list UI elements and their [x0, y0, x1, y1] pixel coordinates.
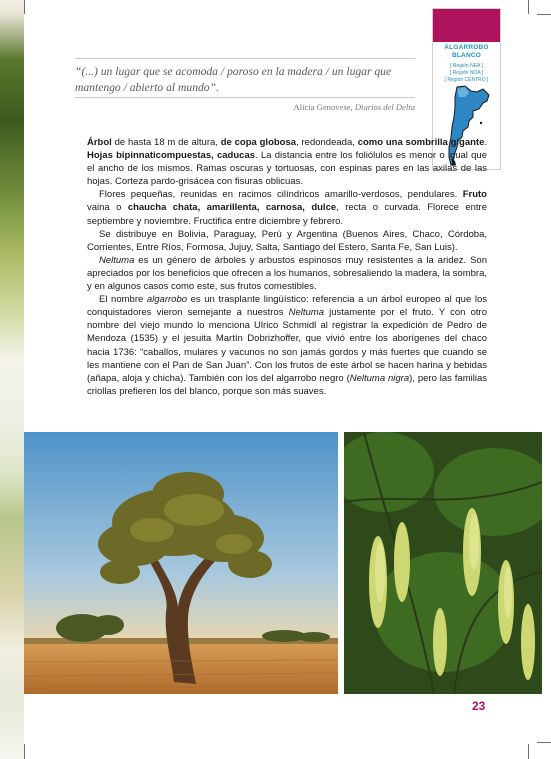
text-bold: Árbol: [87, 137, 112, 148]
paragraph-flowers: [87, 188, 487, 227]
quote-attribution: [294, 102, 416, 112]
text-bold: de copa globosa: [220, 137, 297, 148]
text: ), pero las familias criollas prefieren los del blanco, porque son más suaves.: [87, 372, 487, 397]
region-item: [ Región NOA ]: [449, 70, 484, 76]
region-item: [ Región CENTRO ]: [444, 77, 489, 83]
text-italic: algarrobo: [146, 294, 188, 306]
crop-mark-top-left: [24, 0, 25, 14]
text: es un género de árboles y arbustos espinosos muy resistentes a la aridez. Son apreciados por los beneficios que ofrecen a los humanos, sobresaliendo la madera, la sombra, y en algunos casos como este, sus frutos comestibles.: [87, 254, 487, 293]
text: . La distancia entre los foliólulos es menor o igual que el ancho de los mismos. Ramas oscuras y tortuosas, con espinas pares en las axilas de las hojas. Corteza pardo-grisácea con fisuras oblicuas.: [87, 150, 487, 188]
tree-landscape-photo: [24, 432, 338, 694]
quote-author: Alicia Genovese,: [293, 102, 353, 112]
species-tab-title: [433, 44, 500, 60]
region-list: [433, 63, 500, 84]
text: es un trasplante lingüístico: referencia a un árbol europeo al que los conquistadores vieron semejante a nuestros: [87, 294, 487, 319]
crop-mark-top-right: [528, 0, 529, 14]
crop-mark-bottom-right: [528, 744, 529, 759]
epigraph-quote: “(...) un lugar que se acomoda / poroso en la madera / un lugar que mantengo / abierto al mundo”.: [75, 65, 392, 94]
paragraph-genus: [87, 254, 487, 293]
crop-mark-right-top: [537, 14, 551, 15]
crop-mark-bottom-left: [24, 744, 25, 759]
text-bold: Fruto: [462, 189, 487, 201]
text-italic: Neltuma: [288, 307, 324, 319]
quote-bottom-rule: [75, 97, 415, 98]
text-bold: como una sombrilla gigante: [357, 137, 485, 148]
text: de hasta 18 m de altura,: [111, 137, 221, 148]
flowers-closeup-photo: [344, 432, 542, 694]
text: vaina o: [87, 202, 128, 214]
quote-work: Diarios del Delta: [354, 102, 415, 112]
species-tab-color-bar: [433, 9, 500, 42]
text: .: [484, 137, 487, 148]
text: justamente por el fruto. Y con otro nombre del viejo mundo lo menciona Ulrico Schmidl al registrar la expedición de Pedro de Mendoza (1535) y el jesuita Martín Dobrizhoffer, que vivió entre los aborígenes del chaco hacia 1736: “caballos, mulares y vacunos no son jamás gordos y más fuertes que cuando se les mantiene con el Pan de San Juan”. Con los frutos de este árbol se hacen harina y bebidas (añapa, aloja y chicha). También con los del algarrobo negro (: [87, 307, 487, 384]
crop-mark-right-bottom: [537, 742, 551, 743]
page-number: 23: [472, 699, 486, 713]
species-name-line2: BLANCO: [451, 52, 481, 59]
text: El nombre: [99, 294, 147, 306]
species-name-line1: ALGARROBO: [444, 44, 489, 51]
text: , redondeada,: [296, 137, 358, 148]
paragraph-description: [87, 136, 487, 188]
species-description: [87, 136, 487, 398]
text-bold: Hojas bipinnaticompuestas, caducas: [87, 150, 256, 162]
text: Flores pequeñas, reunidas en racimos cilíndricos amarillo-verdosos, pendulares.: [99, 189, 463, 201]
text-italic: Neltuma nigra: [349, 372, 410, 384]
region-item: [ Región NEA ]: [450, 63, 483, 69]
text: , recta o curvada. Florece entre septiembre y noviembre. Fructifica entre diciembre y febrero.: [87, 202, 487, 227]
text-italic: Neltuma: [99, 254, 135, 266]
quote-top-rule: [75, 58, 415, 59]
paragraph-distribution: Se distribuye en Bolivia, Paraguay, Perú y Argentina (Buenos Aires, Chaco, Córdoba, Corrientes, Entre Ríos, Formosa, Jujuy, Salta, Santiago del Estero, Santa Fe, San Luis).: [87, 228, 487, 253]
text-bold: chaucha chata, amarillenta, carnosa, dulce: [127, 202, 337, 214]
left-edge-photo-strip: [0, 0, 24, 759]
paragraph-name-origin: [87, 293, 487, 398]
